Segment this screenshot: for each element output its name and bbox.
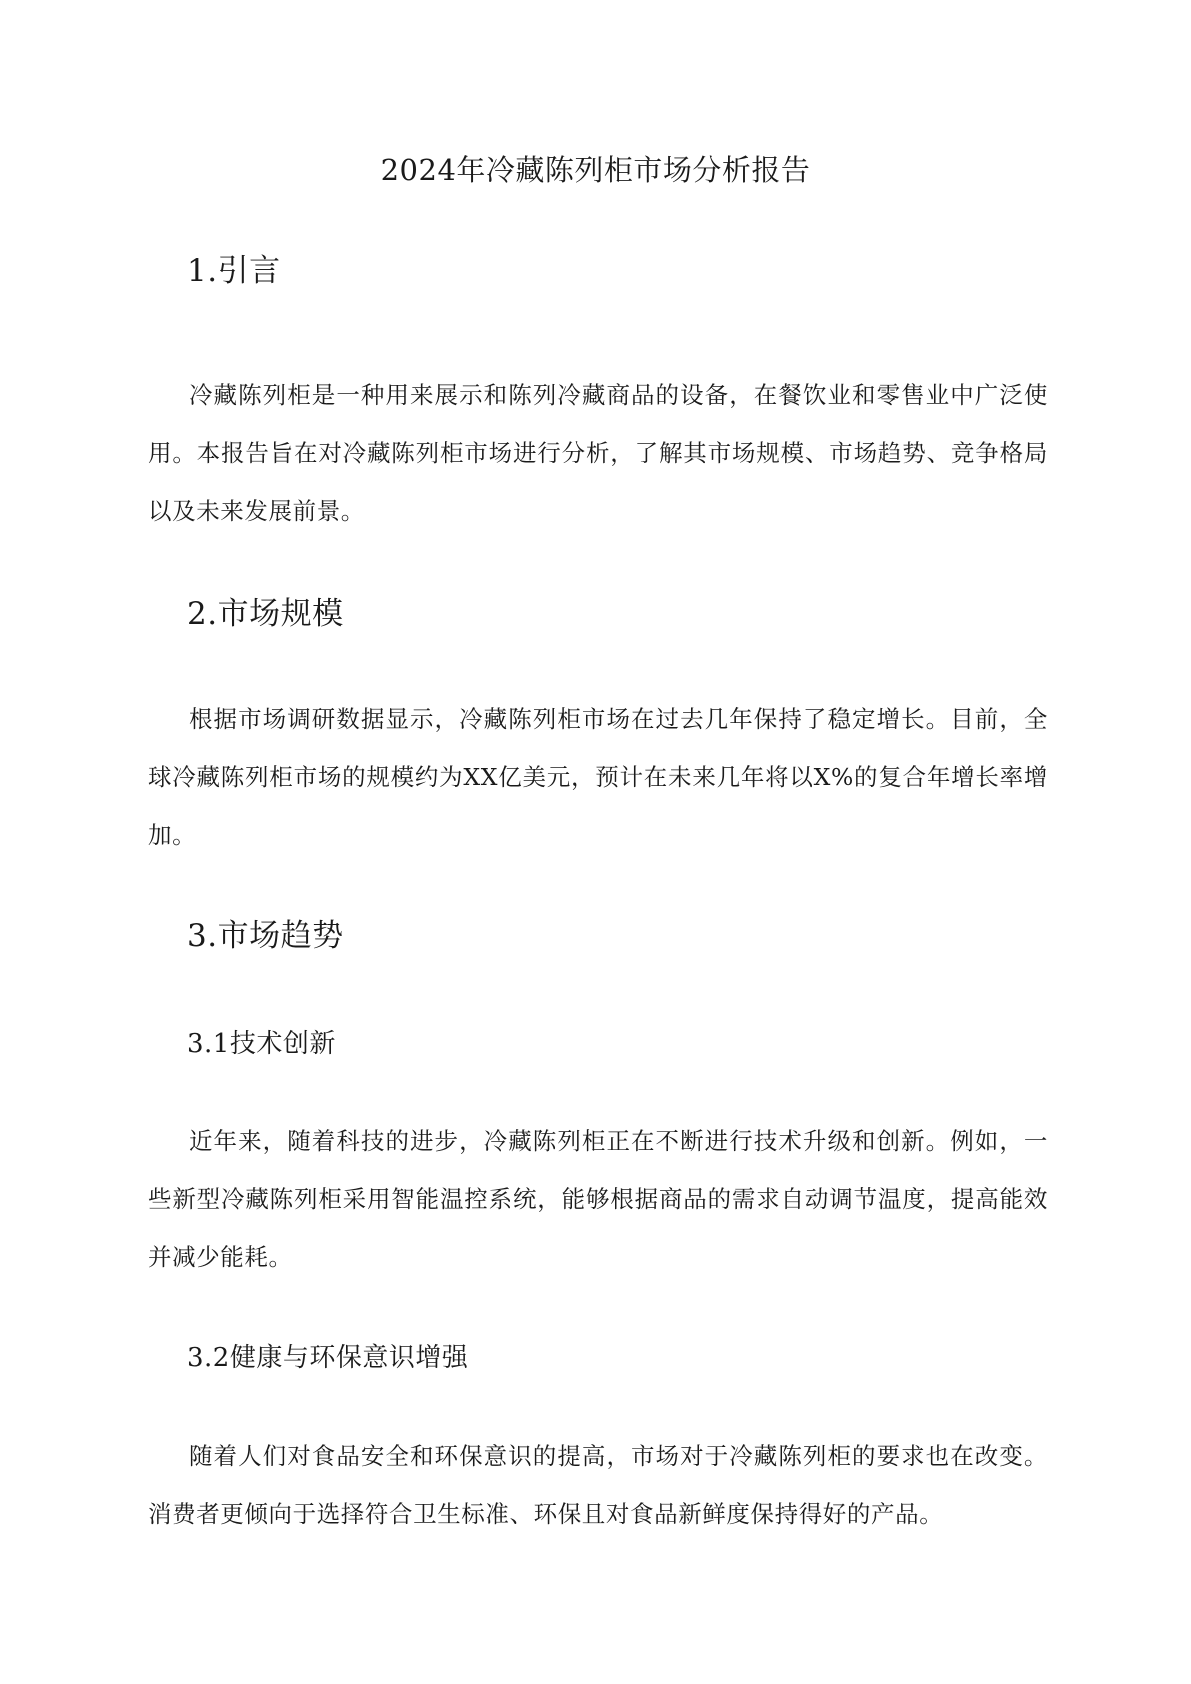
subsection-heading-health-environment: 3.2健康与环保意识增强 (187, 1343, 469, 1373)
paragraph-introduction: 冷藏陈列柜是一种用来展示和陈列冷藏商品的设备，在餐饮业和零售业中广泛使用。本报告旨在对冷藏陈列柜市场进行分析，了解其市场规模、市场趋势、竞争格局以及未来发展前景。 (148, 381, 1048, 525)
section-heading-introduction: 1.引言 (187, 253, 281, 289)
document-title: 2024年冷藏陈列柜市场分析报告 (380, 153, 811, 187)
paragraph-tech-innovation: 近年来，随着科技的进步，冷藏陈列柜正在不断进行技术升级和创新。例如，一些新型冷藏陈列柜采用智能温控系统，能够根据商品的需求自动调节温度，提高能效并减少能耗。 (148, 1127, 1048, 1271)
paragraph-health-environment: 随着人们对食品安全和环保意识的提高，市场对于冷藏陈列柜的要求也在改变。消费者更倾向于选择符合卫生标准、环保且对食品新鲜度保持得好的产品。 (148, 1442, 1048, 1528)
paragraph-market-size: 根据市场调研数据显示，冷藏陈列柜市场在过去几年保持了稳定增长。目前，全球冷藏陈列柜市场的规模约为XX亿美元，预计在未来几年将以X%的复合年增长率增加。 (148, 705, 1048, 849)
subsection-heading-tech-innovation: 3.1技术创新 (187, 1029, 336, 1059)
section-heading-market-size: 2.市场规模 (187, 596, 344, 632)
section-heading-market-trends: 3.市场趋势 (187, 918, 344, 954)
